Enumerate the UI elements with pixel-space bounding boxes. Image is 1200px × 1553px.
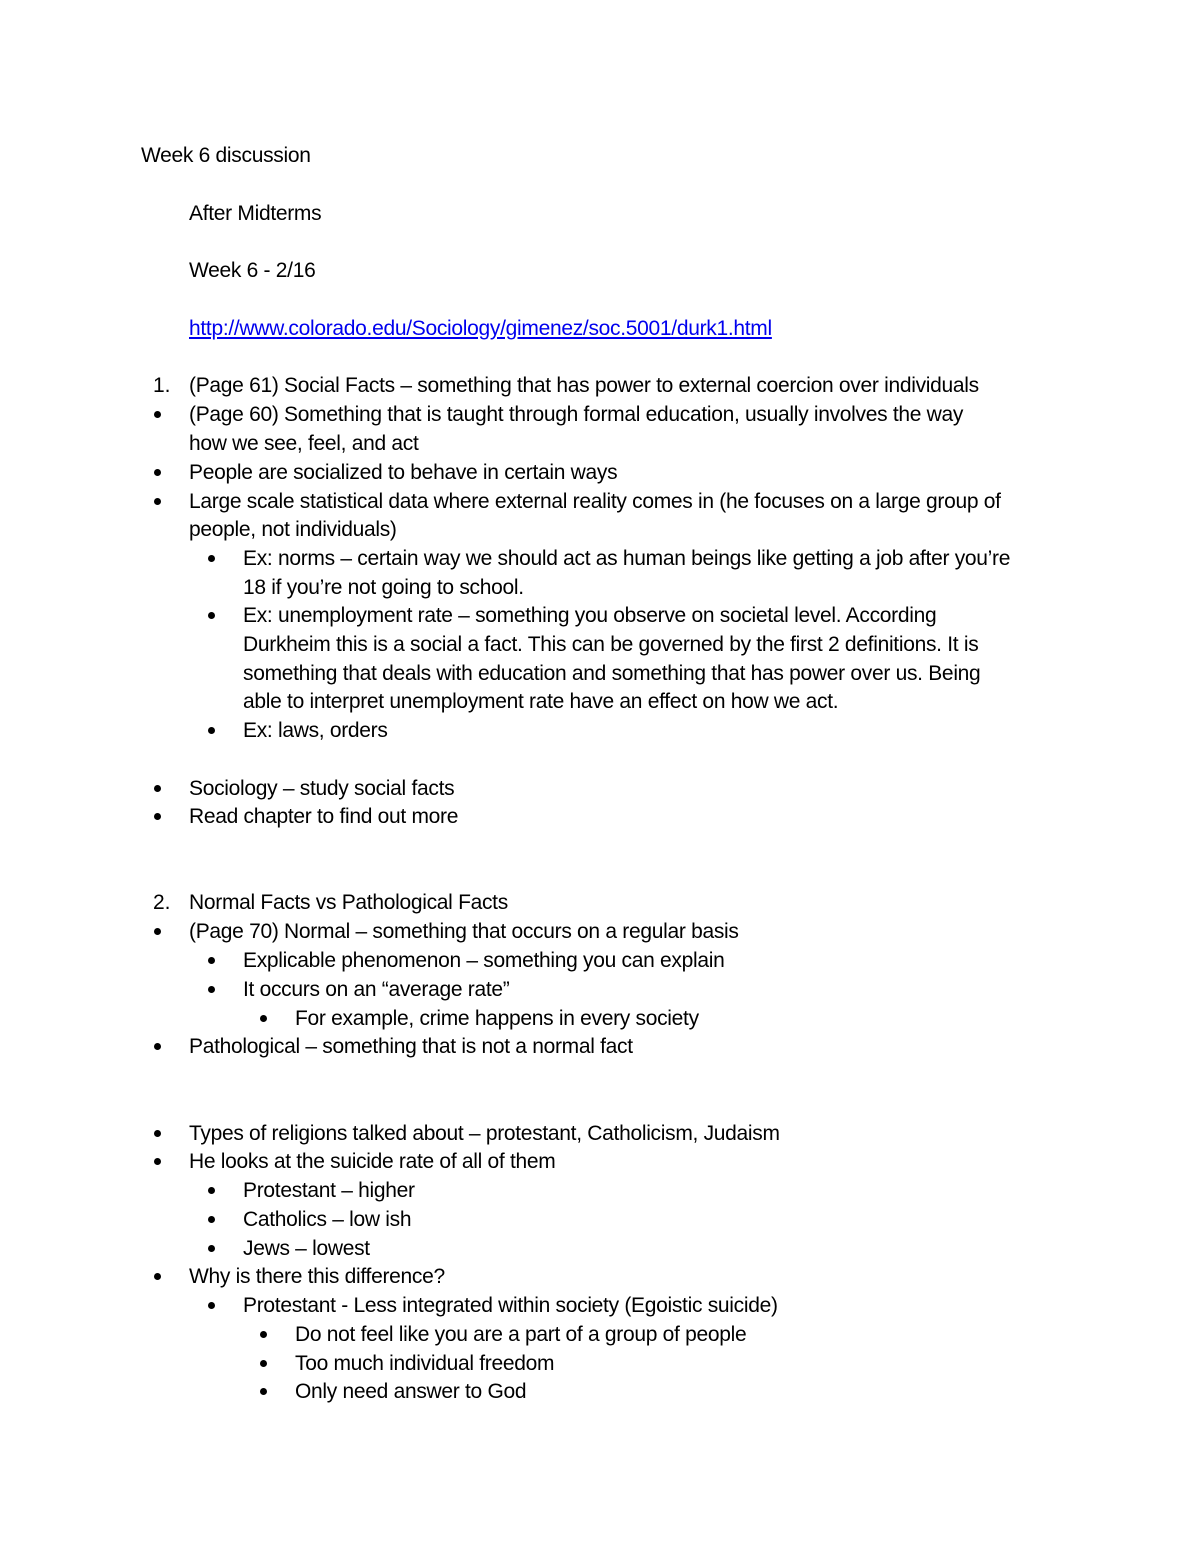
bullet-icon — [260, 1360, 267, 1367]
bullet-icon — [154, 928, 161, 935]
bullet-icon — [208, 957, 215, 964]
bullet-icon — [208, 1216, 215, 1223]
sub-sub-list-item: For example, crime happens in every society — [295, 1007, 699, 1030]
list-item-line: Large scale statistical data where external reality comes in (he focuses on a large group of — [189, 490, 1001, 513]
list-item: Read chapter to find out more — [189, 805, 459, 828]
bullet-icon — [208, 986, 215, 993]
section-2-number: 2. — [153, 891, 171, 914]
date-line: Week 6 - 2/16 — [189, 259, 316, 282]
sub-list-item-line: something that deals with education and something that has power over us. Being — [243, 662, 981, 685]
sub-list-item: Protestant - Less integrated within society (Egoistic suicide) — [243, 1294, 778, 1317]
list-item-line: people, not individuals) — [189, 518, 397, 541]
reference-link[interactable]: http://www.colorado.edu/Sociology/gimenez/soc.5001/durk1.html — [189, 317, 772, 340]
bullet-icon — [260, 1388, 267, 1395]
bullet-icon — [208, 1245, 215, 1252]
bullet-icon — [154, 1130, 161, 1137]
sub-list-item-line: Ex: norms – certain way we should act as human beings like getting a job after you’re — [243, 547, 1011, 570]
bullet-icon — [208, 555, 215, 562]
bullet-icon — [154, 813, 161, 820]
section-1-number: 1. — [153, 374, 171, 397]
section-2-heading: Normal Facts vs Pathological Facts — [189, 891, 508, 914]
sub-list-item: Protestant – higher — [243, 1179, 415, 1202]
bullet-icon — [208, 1187, 215, 1194]
sub-list-item: Explicable phenomenon – something you can explain — [243, 949, 725, 972]
sub-list-item-line: 18 if you’re not going to school. — [243, 576, 524, 599]
sub-list-item: Catholics – low ish — [243, 1208, 412, 1231]
list-item: Why is there this difference? — [189, 1265, 445, 1288]
bullet-icon — [154, 1158, 161, 1165]
list-item: Sociology – study social facts — [189, 777, 455, 800]
bullet-icon — [154, 1273, 161, 1280]
document-title: Week 6 discussion — [141, 144, 311, 167]
reference-link-line — [189, 315, 772, 343]
sub-sub-list-item: Too much individual freedom — [295, 1352, 555, 1375]
sub-list-item-line: able to interpret unemployment rate have an effect on how we act. — [243, 690, 839, 713]
list-item: He looks at the suicide rate of all of them — [189, 1150, 556, 1173]
sub-list-item: It occurs on an “average rate” — [243, 978, 510, 1001]
sub-sub-list-item: Do not feel like you are a part of a group of people — [295, 1323, 747, 1346]
sub-sub-list-item: Only need answer to God — [295, 1380, 527, 1403]
list-item-line: (Page 60) Something that is taught through formal education, usually involves the way — [189, 403, 964, 426]
bullet-icon — [260, 1331, 267, 1338]
sub-list-item: Jews – lowest — [243, 1237, 370, 1260]
list-item: Pathological – something that is not a normal fact — [189, 1035, 633, 1058]
bullet-icon — [154, 469, 161, 476]
section-1-heading: (Page 61) Social Facts – something that has power to external coercion over individuals — [189, 374, 979, 397]
list-item: (Page 70) Normal – something that occurs on a regular basis — [189, 920, 739, 943]
sub-list-item: Ex: laws, orders — [243, 719, 388, 742]
list-item: People are socialized to behave in certain ways — [189, 461, 618, 484]
sub-list-item-line: Durkheim this is a social a fact. This can be governed by the first 2 definitions. It is — [243, 633, 979, 656]
bullet-icon — [208, 612, 215, 619]
bullet-icon — [208, 1302, 215, 1309]
bullet-icon — [154, 1043, 161, 1050]
subtitle: After Midterms — [189, 202, 322, 225]
bullet-icon — [154, 411, 161, 418]
list-item: Types of religions talked about – protestant, Catholicism, Judaism — [189, 1122, 780, 1145]
bullet-icon — [208, 727, 215, 734]
bullet-icon — [154, 785, 161, 792]
sub-list-item-line: Ex: unemployment rate – something you observe on societal level. According — [243, 604, 937, 627]
bullet-icon — [260, 1015, 267, 1022]
list-item-line: how we see, feel, and act — [189, 432, 419, 455]
bullet-icon — [154, 498, 161, 505]
